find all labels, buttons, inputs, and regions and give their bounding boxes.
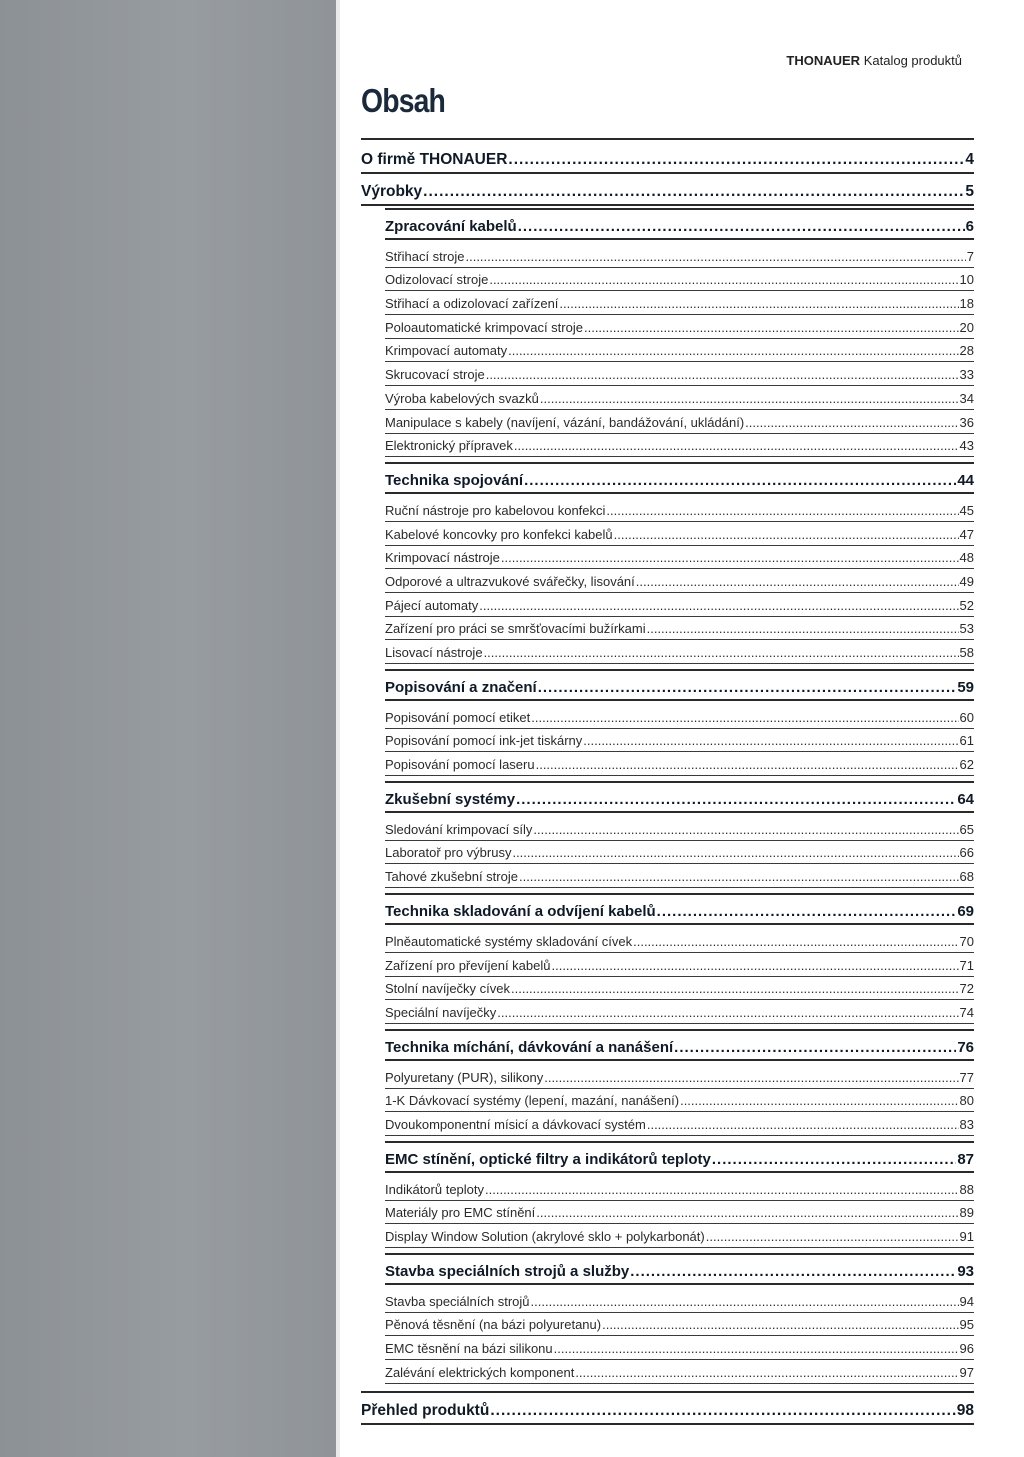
toc-item-page: 96 xyxy=(959,1341,974,1357)
dot-leader xyxy=(745,415,958,430)
dot-leader xyxy=(518,218,965,235)
toc-item-page: 70 xyxy=(959,933,974,949)
toc-item[interactable] xyxy=(385,268,974,292)
toc-item-label: 1-K Dávkovací systémy (lepení, mazání, nanášení) xyxy=(385,1093,680,1109)
dot-leader xyxy=(490,1402,955,1420)
toc-item-page: 83 xyxy=(959,1116,974,1132)
toc-item[interactable] xyxy=(385,1336,974,1360)
toc-item-page: 43 xyxy=(959,438,974,454)
toc-item-list xyxy=(385,925,974,1027)
toc-item-page: 62 xyxy=(959,757,974,773)
sidebar-panel xyxy=(0,0,336,1457)
toc-section-label: Popisování a značení xyxy=(385,679,537,696)
toc-item-label: Zařízení pro práci se smršťovacími bužírkami xyxy=(385,621,646,637)
toc-item-page: 18 xyxy=(959,296,974,312)
dot-leader xyxy=(647,621,959,636)
toc-section-page: 76 xyxy=(957,1038,974,1056)
toc-section-label: Technika míchání, dávkování a nanášení xyxy=(385,1038,674,1056)
dot-leader xyxy=(519,869,959,884)
dot-leader xyxy=(680,1093,958,1108)
dot-leader xyxy=(706,1229,959,1244)
toc-item-label: Střihací stroje xyxy=(385,248,465,264)
toc-item-page: 72 xyxy=(959,981,974,997)
toc-section-label: Technika spojování xyxy=(385,472,524,490)
toc-item-label: Popisování pomocí ink-jet tiskárny xyxy=(385,733,583,749)
dot-leader xyxy=(533,822,958,837)
toc-section-label: EMC stínění, optické filtry a indikátorů teploty xyxy=(385,1150,711,1168)
dot-leader xyxy=(538,679,957,696)
dot-leader xyxy=(508,343,958,358)
toc-section-heading[interactable] xyxy=(385,669,974,701)
toc-item[interactable] xyxy=(385,1065,974,1089)
toc-item-label: Speciální navíječky xyxy=(385,1004,497,1020)
dot-leader xyxy=(486,367,959,382)
toc-item[interactable] xyxy=(385,546,974,570)
toc-item-page: 36 xyxy=(959,414,974,430)
toc-item[interactable] xyxy=(385,729,974,753)
toc-item-label: Stavba speciálních strojů xyxy=(385,1293,530,1309)
toc-section-label: Zkušební systémy xyxy=(385,791,516,809)
toc-item-page: 28 xyxy=(959,343,974,359)
toc-item[interactable] xyxy=(385,339,974,363)
toc-item[interactable] xyxy=(385,1289,974,1313)
toc-item-page: 95 xyxy=(959,1317,974,1333)
toc-item-list xyxy=(385,1285,974,1387)
dot-leader xyxy=(514,438,959,453)
toc-item-label: Pěnová těsnění (na bázi polyuretanu) xyxy=(385,1317,602,1333)
toc-item-list xyxy=(385,1061,974,1139)
toc-item-page: 68 xyxy=(959,869,974,885)
dot-leader xyxy=(633,934,958,949)
toc-item[interactable] xyxy=(385,1201,974,1225)
toc-item-page: 10 xyxy=(959,272,974,288)
toc-item-page: 52 xyxy=(959,597,974,613)
toc-item[interactable] xyxy=(385,522,974,546)
dot-leader xyxy=(544,1070,958,1085)
toc-item-label: Krimpovací nástroje xyxy=(385,550,500,566)
toc-item[interactable] xyxy=(385,841,974,865)
toc-item-label: Tahové zkušební stroje xyxy=(385,869,518,885)
toc-section-label: Technika skladování a odvíjení kabelů xyxy=(385,903,656,921)
toc-section-label: Stavba speciálních strojů a služby xyxy=(385,1263,630,1280)
toc-item[interactable] xyxy=(385,498,974,522)
toc-item-label: Display Window Solution (akrylové sklo + polykarbonát) xyxy=(385,1229,705,1244)
toc-item[interactable] xyxy=(385,817,974,841)
dot-leader xyxy=(511,981,959,996)
toc-item-page: 80 xyxy=(959,1093,974,1109)
toc-item[interactable] xyxy=(385,752,974,776)
toc-section-heading[interactable] xyxy=(385,462,974,494)
toc-item-label: Výroba kabelových svazků xyxy=(385,390,539,406)
brand-name: THONAUER xyxy=(786,53,861,68)
toc-section-page: 69 xyxy=(957,903,974,921)
toc-section-page: 59 xyxy=(957,679,974,696)
dot-leader xyxy=(497,1005,958,1020)
toc-item-page: 66 xyxy=(959,845,974,861)
toc-item-label: Popisování pomocí etiket xyxy=(385,709,531,725)
toc-item[interactable] xyxy=(385,291,974,315)
toc-item-label: EMC těsnění na bázi silikonu xyxy=(385,1341,553,1357)
toc-item-label: Krimpovací automaty xyxy=(385,343,508,359)
toc-item[interactable] xyxy=(385,1360,974,1384)
toc-item-label: Laboratoř pro výbrusy xyxy=(385,845,512,861)
toc-section-page: 93 xyxy=(957,1263,974,1280)
catalog-header xyxy=(786,53,962,68)
dot-leader xyxy=(536,757,959,772)
toc-item-label: Odporové a ultrazvukové svářečky, lisování xyxy=(385,573,635,589)
toc-item[interactable] xyxy=(385,617,974,641)
toc-item[interactable] xyxy=(385,977,974,1001)
toc-section-heading[interactable] xyxy=(385,781,974,813)
toc-item-page: 58 xyxy=(959,645,974,660)
dot-leader xyxy=(559,296,958,311)
toc-item-page: 47 xyxy=(959,526,974,542)
toc-item[interactable] xyxy=(385,864,974,888)
toc-item-label: Popisování pomocí laseru xyxy=(385,757,535,773)
dot-leader xyxy=(630,1263,956,1280)
toc-item-label: Odizolovací stroje xyxy=(385,272,489,288)
dot-leader xyxy=(584,320,959,335)
toc-section-label: Zpracování kabelů xyxy=(385,218,517,235)
toc-item[interactable] xyxy=(385,593,974,617)
toc-item-page: 61 xyxy=(959,733,974,749)
toc-item[interactable] xyxy=(385,953,974,977)
dot-leader xyxy=(489,272,958,287)
dot-leader xyxy=(606,503,958,518)
toc-item-label: Skrucovací stroje xyxy=(385,367,485,383)
toc-entry-page: 5 xyxy=(965,183,974,200)
toc-section-heading[interactable] xyxy=(385,1141,974,1173)
toc-item-label: Dvoukomponentní mísicí a dávkovací systém xyxy=(385,1116,646,1132)
dot-leader xyxy=(551,958,958,973)
dot-leader xyxy=(531,1294,959,1309)
toc-item[interactable] xyxy=(385,705,974,729)
toc-item-page: 34 xyxy=(959,390,974,406)
toc-item-page: 49 xyxy=(959,573,974,589)
dot-leader xyxy=(484,645,959,660)
toc-item-label: Elektronický přípravek xyxy=(385,438,513,454)
toc-section-heading[interactable] xyxy=(385,893,974,925)
toc-section-page: 64 xyxy=(957,791,974,809)
dot-leader xyxy=(465,249,965,264)
toc-item[interactable] xyxy=(385,1000,974,1024)
toc-item-page: 88 xyxy=(959,1181,974,1197)
toc-item-label: Materiály pro EMC stínění xyxy=(385,1205,536,1221)
toc-entry-company[interactable] xyxy=(361,138,974,172)
toc-item-label: Sledování krimpovací síly xyxy=(385,821,533,837)
toc-item[interactable] xyxy=(385,386,974,410)
toc-item-page: 74 xyxy=(959,1004,974,1020)
toc-item[interactable] xyxy=(385,434,974,458)
dot-leader xyxy=(524,472,956,489)
dot-leader xyxy=(674,1039,956,1056)
toc-entry-label: O firmě THONAUER xyxy=(361,151,508,168)
toc-item-list xyxy=(385,240,974,460)
toc-sections xyxy=(385,208,974,1387)
toc-item-page: 94 xyxy=(959,1293,974,1309)
toc-item-label: Kabelové koncovky pro konfekci kabelů xyxy=(385,526,613,542)
toc-entry-overview[interactable] xyxy=(361,1391,974,1425)
toc-item-label: Zalévání elektrických komponent xyxy=(385,1364,575,1380)
toc-item[interactable] xyxy=(385,362,974,386)
toc-item[interactable] xyxy=(385,569,974,593)
toc-item[interactable] xyxy=(385,1224,974,1248)
dot-leader xyxy=(423,183,964,201)
dot-leader xyxy=(575,1365,958,1380)
dot-leader xyxy=(602,1317,958,1332)
toc-item-label: Lisovací nástroje xyxy=(385,645,483,660)
toc-item-label: Stolní navíječky cívek xyxy=(385,981,510,997)
toc-section-heading[interactable] xyxy=(385,208,974,240)
toc-item-label: Střihací a odizolovací zařízení xyxy=(385,296,559,312)
toc-item-page: 45 xyxy=(959,502,974,518)
toc-item-label: Polyuretany (PUR), silikony xyxy=(385,1069,544,1085)
toc-item-label: Poloautomatické krimpovací stroje xyxy=(385,319,583,335)
dot-leader xyxy=(516,791,956,808)
toc-item-label: Manipulace s kabely (navíjení, vázání, bandážování, ukládání) xyxy=(385,414,745,430)
toc-item-label: Ruční nástroje pro kabelovou konfekci xyxy=(385,502,606,518)
table-of-contents xyxy=(361,138,974,1425)
toc-item-list xyxy=(385,701,974,779)
toc-item[interactable] xyxy=(385,410,974,434)
toc-item-page: 48 xyxy=(959,550,974,566)
toc-section-page: 87 xyxy=(957,1150,974,1168)
sidebar-edge xyxy=(336,0,340,1457)
toc-item-page: 97 xyxy=(959,1364,974,1380)
dot-leader xyxy=(647,1117,959,1132)
dot-leader xyxy=(531,710,958,725)
dot-leader xyxy=(508,151,964,169)
dot-leader xyxy=(540,391,959,406)
toc-item-label: Indikátorů teploty xyxy=(385,1181,485,1197)
toc-item[interactable] xyxy=(385,1177,974,1201)
catalog-subtitle: Katalog produktů xyxy=(863,53,962,68)
toc-entry-label: Výrobky xyxy=(361,183,423,200)
toc-item-page: 53 xyxy=(959,621,974,637)
dot-leader xyxy=(614,527,959,542)
toc-item-page: 77 xyxy=(959,1069,974,1085)
toc-item-page: 33 xyxy=(959,367,974,383)
dot-leader xyxy=(485,1182,959,1197)
toc-item-page: 7 xyxy=(966,248,974,264)
page-title: Obsah xyxy=(361,82,446,119)
toc-item[interactable] xyxy=(385,929,974,953)
toc-section-page: 44 xyxy=(957,472,974,490)
dot-leader xyxy=(583,733,958,748)
dot-leader xyxy=(536,1205,958,1220)
toc-item-list xyxy=(385,494,974,667)
toc-item-list xyxy=(385,813,974,891)
toc-item-page: 65 xyxy=(959,821,974,837)
dot-leader xyxy=(501,550,959,565)
toc-section-heading[interactable] xyxy=(385,1029,974,1061)
toc-item-page: 91 xyxy=(959,1229,974,1244)
toc-item[interactable] xyxy=(385,1089,974,1113)
toc-item-label: Plněautomatické systémy skladování cívek xyxy=(385,933,633,949)
toc-item-list xyxy=(385,1173,974,1251)
dot-leader xyxy=(636,574,959,589)
toc-item-page: 89 xyxy=(959,1205,974,1221)
toc-item[interactable] xyxy=(385,1112,974,1136)
toc-entry-label: Přehled produktů xyxy=(361,1401,490,1419)
dot-leader xyxy=(479,598,958,613)
toc-item-label: Pájecí automaty xyxy=(385,597,479,613)
toc-item[interactable] xyxy=(385,640,974,664)
toc-item-label: Zařízení pro převíjení kabelů xyxy=(385,957,551,973)
toc-section-page: 6 xyxy=(965,218,974,235)
toc-item[interactable] xyxy=(385,1313,974,1337)
toc-item[interactable] xyxy=(385,244,974,268)
toc-entry-page: 98 xyxy=(956,1401,974,1419)
dot-leader xyxy=(712,1151,956,1168)
dot-leader xyxy=(554,1341,959,1356)
toc-section-heading[interactable] xyxy=(385,1253,974,1285)
toc-entry-page: 4 xyxy=(965,151,974,168)
dot-leader xyxy=(657,903,957,920)
toc-item-page: 71 xyxy=(959,957,974,973)
toc-item[interactable] xyxy=(385,315,974,339)
toc-item-page: 20 xyxy=(959,319,974,335)
toc-entry-products[interactable] xyxy=(361,172,974,206)
toc-item-page: 60 xyxy=(959,709,974,725)
dot-leader xyxy=(512,845,958,860)
